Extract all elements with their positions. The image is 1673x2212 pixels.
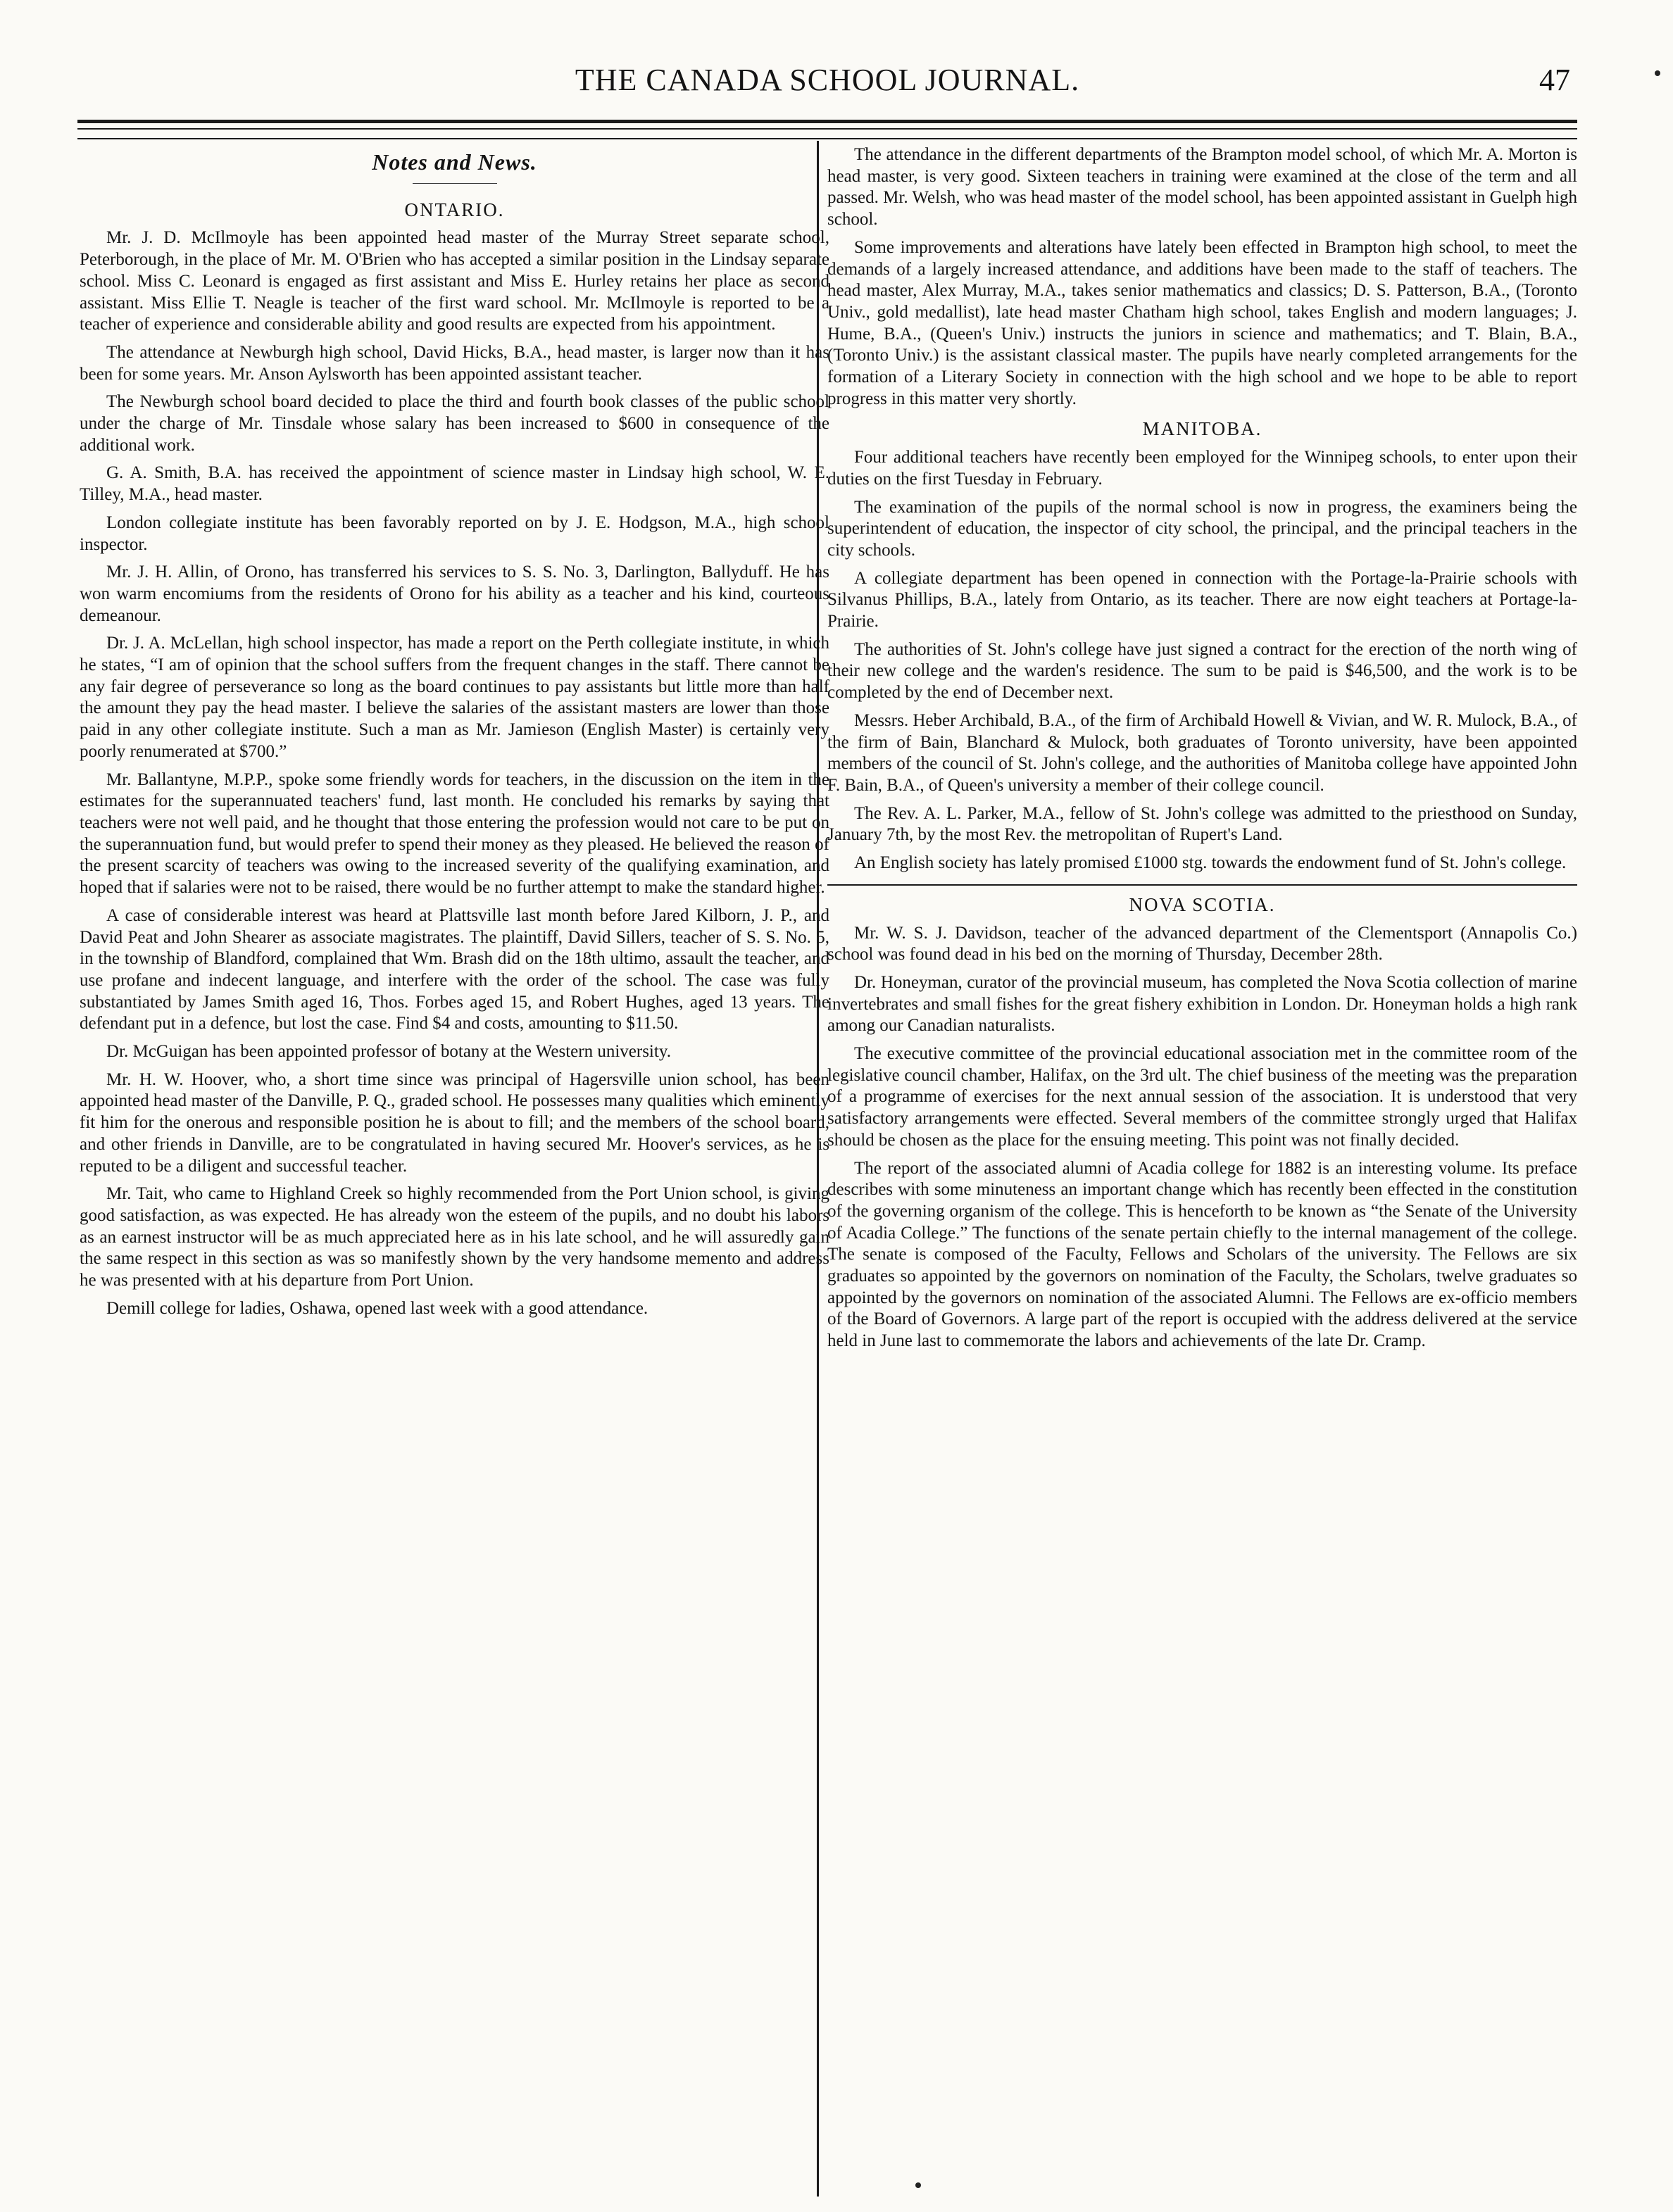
news-paragraph: Dr. Honeyman, curator of the provincial museum, has completed the Nova Scotia collection of marine invertebrates and small fishes for the great fishery exhibition in London. Dr. Honeyman holds a high rank among our Canadian naturalists. (827, 972, 1577, 1036)
news-paragraph: Mr. J. H. Allin, of Orono, has transferred his services to S. S. No. 3, Darlington, Ballyduff. He has won warm encomiums from the residents of Orono for his ability as a teacher and his kind, courteous demeanour. (80, 563, 829, 625)
right-column (827, 144, 1577, 1359)
left-paragraphs (80, 227, 829, 1319)
news-paragraph: Messrs. Heber Archibald, B.A., of the firm of Archibald Howell & Vivian, and W. R. Mulock, B.A., of the firm of Bain, Blanchard & Mulock, both graduates of Toronto university, have been appointed members of the council of St. John's college, and the authorities of Manitoba college have appointed John F. Bain, B.A., of Queen's university a member of their college council. (827, 710, 1577, 795)
region-heading-ontario: ONTARIO. (404, 199, 505, 220)
header-rule-thick (77, 120, 1577, 123)
news-paragraph: Mr. Ballantyne, M.P.P., spoke some friendly words for teachers, in the discussion on the item in the estimates for the superannuated teachers' fund, last month. He concluded his remarks by saying that teachers were not well paid, and he thought that those entering the profession would not care to be put on the superannuation fund, but would prefer to spend their money as they pleased. He believed the reason of the present scarcity of teachers was owing to the increased severity of the qualifying examination, and hoped that if salaries were not to be raised, there would be no further attempt to make the standard higher. (80, 769, 829, 898)
news-paragraph: Some improvements and alterations have lately been effected in Brampton high school, to meet the demands of a largely increased attendance, and additions have been made to the staff of teachers. The head master, Alex Murray, M.A., takes senior mathematics and classics; D. S. Patterson, B.A., (Toronto Univ., gold medallist), late head master Chatham high school, takes English and modern languages; J. Hume, B.A., (Queen's Univ.) instructs the juniors in science and mathematics; and T. Blain, B.A., (Toronto Univ.) is the assistant classical master. The pupils have nearly completed arrangements for the formation of a Literary Society in connection with the high school and we hope to be able to report progress in this matter very shortly. (827, 237, 1577, 408)
news-paragraph: G. A. Smith, B.A. has received the appointment of science master in Lindsay high school, W. E. Tilley, M.A., head master. (80, 463, 829, 505)
margin-speck (1655, 70, 1660, 76)
ontario-continued-paragraphs (827, 144, 1577, 410)
nova-scotia-paragraphs (827, 923, 1577, 1352)
section-title: Notes and News. (80, 151, 829, 184)
news-paragraph: The Rev. A. L. Parker, M.A., fellow of St. John's college was admitted to the priesthood on Sunday, January 7th, by the most Rev. the metropolitan of Rupert's Land. (827, 803, 1577, 845)
news-paragraph: Mr. J. D. McIlmoyle has been appointed head master of the Murray Street separate school, Peterborough, in the place of Mr. M. O'Brien who has accepted a similar position in the Lindsay separate school. Miss C. Leonard is engaged as first assistant and Miss E. Hurley retains her place as second assistant. Miss Ellie T. Neagle is teacher of the first ward school. Mr. McIlmoyle is reported to be a teacher of experience and considerable ability and good results are expected from his appointment. (80, 228, 829, 334)
manitoba-paragraphs (827, 447, 1577, 874)
news-paragraph: The attendance at Newburgh high school, David Hicks, B.A., head master, is larger now than it has been for some years. Mr. Anson Aylsworth has been appointed assistant teacher. (80, 342, 829, 384)
news-paragraph: The examination of the pupils of the normal school is now in progress, the examiners being the superintendent of education, the inspector of city school, the principal, and the principal teachers in the city schools. (827, 497, 1577, 560)
news-paragraph: Demill college for ladies, Oshawa, opened last week with a good attendance. (106, 1298, 648, 1318)
region-heading-manitoba: MANITOBA. (1142, 418, 1262, 440)
news-paragraph: A collegiate department has been opened in connection with the Portage-la-Prairie schools with Silvanus Phillips, B.A., lately from Ontario, as its teacher. There are now eight teachers at Portage-la-Prairie. (827, 568, 1577, 631)
region-heading-nova-scotia: NOVA SCOTIA. (1129, 893, 1276, 915)
news-paragraph: Mr. Tait, who came to Highland Creek so highly recommended from the Port Union school, is giving good satisfaction, as was expected. He has already won the esteem of the pupils, and no doubt his labors as an earnest instructor will be as much appreciated here as in his late school, and he will assuredly gain the same respect in this section as was so manifestly shown by the very handsome memento and address he was presented with at his departure from Port Union. (80, 1184, 829, 1290)
news-paragraph: The attendance in the different departments of the Brampton model school, of which Mr. A. Morton is head master, is very good. Sixteen teachers in training were examined at the close of the term and all passed. Mr. Welsh, who was head master of the model school, has been appointed assistant in Guelph high school. (827, 145, 1577, 230)
news-paragraph: Dr. J. A. McLellan, high school inspector, has made a report on the Perth collegiate institute, in which he states, “I am of opinion that the school suffers from the frequent changes in the staff. There cannot be any fair degree of perseverance so long as the board continues to pay assistants but little more than half the amount they pay the head master. I believe the salaries of the assistant masters are lower than those paid in any other collegiate institute. Such a man as Mr. Jamieson (English Master) is certainly very poorly renumerated at $700.” (80, 634, 829, 761)
news-paragraph: Mr. H. W. Hoover, who, a short time since was principal of Hagersville union school, has been appointed head master of the Danville, P. Q., graded school. He possesses many qualities which eminently fit him for the onerous and responsible position he is about to fill; and the members of the school board, and other friends in Danville, are to be congratulated in having secured Mr. Hoover's services, as he is reputed to be a diligent and successful teacher. (80, 1069, 829, 1176)
page-header (77, 55, 1577, 104)
journal-title: THE CANADA SCHOOL JOURNAL. (575, 63, 1080, 97)
news-paragraph: The authorities of St. John's college have just signed a contract for the erection of the north wing of their new college and the warden's residence. The sum to be paid is $46,500, and the work is to be completed by the end of December next. (827, 639, 1577, 703)
region-divider (827, 884, 1577, 886)
news-paragraph: Four additional teachers have recently been employed for the Winnipeg schools, to enter upon their duties on the first Tuesday in February. (827, 448, 1577, 489)
left-column (80, 144, 829, 1326)
header-rule-thin (77, 128, 1577, 130)
news-paragraph: Dr. McGuigan has been appointed professor of botany at the Western university. (106, 1042, 671, 1062)
page-number: 47 (1539, 63, 1570, 97)
news-paragraph: Mr. W. S. J. Davidson, teacher of the advanced department of the Clementsport (Annapolis Co.) school was found dead in his bed on the morning of Thursday, December 28th. (827, 923, 1577, 964)
news-paragraph: An English society has lately promised £1000 stg. towards the endowment fund of St. John's college. (854, 853, 1567, 873)
news-paragraph: The Newburgh school board decided to place the third and fourth book classes of the public school under the charge of Mr. Tinsdale whose salary has been increased to $600 in consequence of the additional work. (80, 392, 829, 455)
news-paragraph: London collegiate institute has been favorably reported on by J. E. Hodgson, M.A., high school inspector. (80, 513, 829, 554)
header-rule-lower (77, 138, 1577, 139)
news-paragraph: The report of the associated alumni of Acadia college for 1882 is an interesting volume. Its preface describes with some minuteness an important change which has recently been effected in the constitution of the governing organism of the college. This is henceforth to be known as “the Senate of the University of Acadia College.” The functions of the senate pertain chiefly to the internal management of the college. The senate is composed of the Faculty, Fellows and Scholars of the university. The Fellows are six graduates so appointed by the governors on nomination of the Faculty, the Scholars, twelve graduates so appointed by the governors on nomination of the associated Alumni. The Fellows are ex-officio members of the Board of Governors. A large part of the report is occupied with the address delivered at the service held in June last to commemorate the labors and achievements of the late Dr. Cramp. (827, 1158, 1577, 1351)
news-paragraph: The executive committee of the provincial educational association met in the committee room of the legislative council chamber, Halifax, on the 3rd ult. The chief business of the meeting was the preparation of a programme of exercises for the next annual session of the association. It is understood that very satisfactory arrangements were effected. Several members of the committee strongly urged that Halifax should be chosen as the place for the ensuing meeting. This point was not finally decided. (827, 1044, 1577, 1150)
margin-speck (915, 2182, 921, 2188)
news-paragraph: A case of considerable interest was heard at Plattsville last month before Jared Kilborn, J. P., and David Peat and John Shearer as associate magistrates. The plaintiff, David Sillers, teacher of S. S. No. 5, in the township of Blandford, complained that Wm. Brash did on the 18th ultimo, assault the teacher, and use profane and indecent language, and interfere with the order of the school. The case was fully substantiated by James Smith aged 16, Thos. Forbes aged 15, and Robert Hughes, aged 13 years. The defendant put in a defence, but lost the case. Find $4 and costs, amounting to $11.50. (80, 905, 829, 1033)
